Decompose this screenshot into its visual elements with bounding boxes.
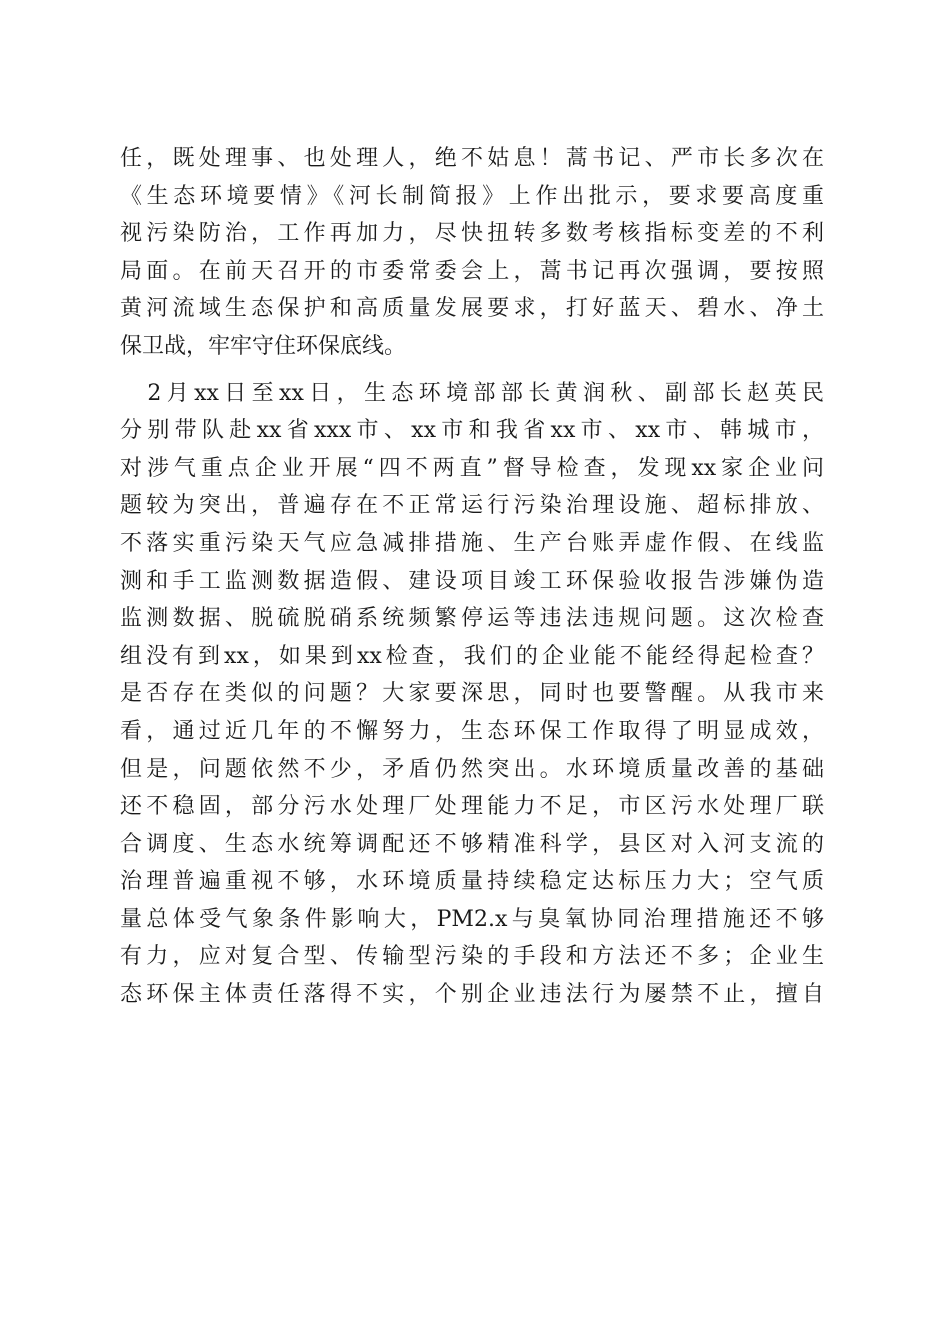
text-line: 题较为突出，普遍存在不正常运行污染治理设施、超标排放、: [120, 493, 824, 519]
paragraph-1: [120, 140, 824, 366]
text-line: 看，通过近几年的不懈努力，生态环保工作取得了明显成效，: [120, 718, 824, 744]
text-line: 对涉气重点企业开展“四不两直”督导检查，发现xx家企业问: [120, 455, 824, 481]
text-line: 但是，问题依然不少，矛盾仍然突出。水环境质量改善的基础: [120, 756, 824, 782]
text-line: 量总体受气象条件影响大，PM2.x与臭氧协同治理措施还不够: [120, 906, 824, 932]
text-line: 治理普遍重视不够，水环境质量持续稳定达标压力大；空气质: [120, 869, 824, 895]
text-line: 合调度、生态水统筹调配还不够精准科学，县区对入河支流的: [120, 831, 824, 857]
text-line: 是否存在类似的问题？大家要深思，同时也要警醒。从我市来: [120, 681, 824, 707]
text-line: 黄河流域生态保护和高质量发展要求，打好蓝天、碧水、净土: [120, 296, 824, 322]
text-line: 保卫战，牢牢守住环保底线。: [120, 333, 407, 359]
text-line: 有力，应对复合型、传输型污染的手段和方法还不多；企业生: [120, 944, 824, 970]
paragraph-gap: [120, 366, 824, 375]
text-line: 组没有到xx，如果到xx检查，我们的企业能不能经得起检查？: [120, 643, 824, 669]
text-line: 局面。在前天召开的市委常委会上，蒿书记再次强调，要按照: [120, 258, 824, 284]
document-body: [120, 140, 824, 1014]
text-line: 态环保主体责任落得不实，个别企业违法行为屡禁不止，擅自: [120, 982, 824, 1008]
text-line: 视污染防治，工作再加力，尽快扭转多数考核指标变差的不利: [120, 221, 824, 247]
text-line: 还不稳固，部分污水处理厂处理能力不足，市区污水处理厂联: [120, 794, 824, 820]
text-line: 分别带队赴xx省xxx市、xx市和我省xx市、xx市、韩城市，: [120, 418, 824, 444]
text-line: 任，既处理事、也处理人，绝不姑息！蒿书记、严市长多次在: [120, 146, 824, 171]
text-line: 测和手工监测数据造假、建设项目竣工环保验收报告涉嫌伪造: [120, 568, 824, 594]
paragraph-2: [120, 375, 824, 1014]
text-line: 不落实重污染天气应急减排措施、生产台账弄虚作假、在线监: [120, 530, 824, 556]
text-line: 监测数据、脱硫脱硝系统频繁停运等违法违规问题。这次检查: [120, 606, 824, 632]
text-line: 2月xx日至xx日，生态环境部部长黄润秋、副部长赵英民: [120, 380, 824, 406]
text-line: 《生态环境要情》《河长制简报》上作出批示，要求要高度重: [120, 183, 824, 209]
